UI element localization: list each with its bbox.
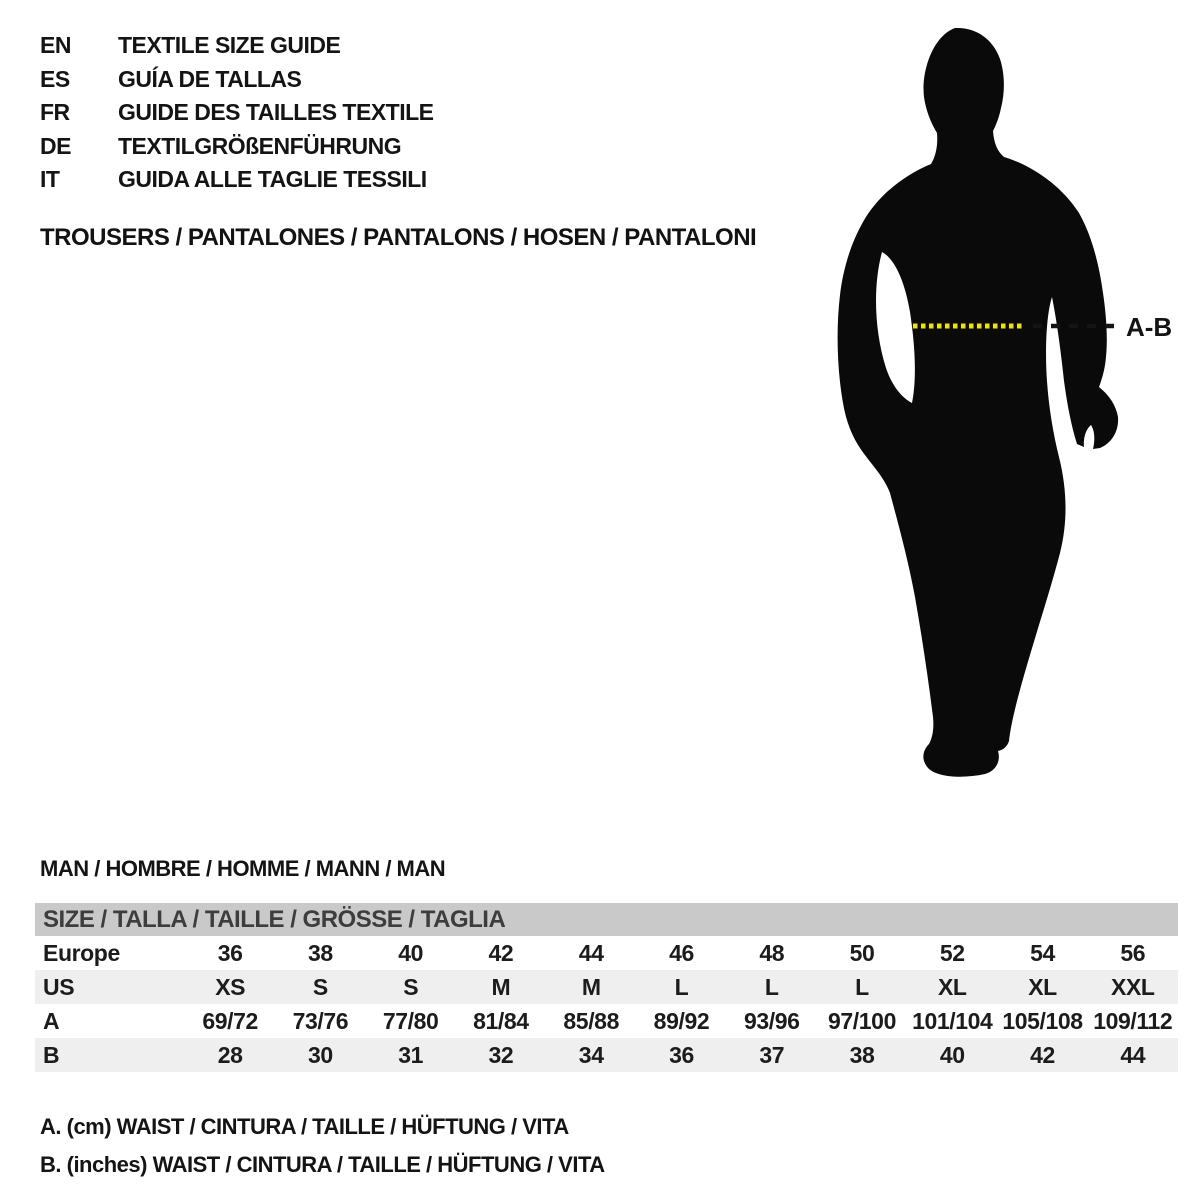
size-cell: 73/76 (292, 1007, 349, 1034)
row-label: Europe (43, 939, 120, 966)
table-row-b-inches (35, 1038, 1178, 1072)
size-cell: M (581, 973, 601, 1000)
size-table (35, 903, 1178, 1072)
section-title-man: MAN / HOMBRE / HOMME / MANN / MAN (40, 856, 446, 881)
size-cell: 32 (488, 1041, 514, 1068)
size-cell: 34 (578, 1041, 604, 1068)
size-cell: 46 (669, 939, 694, 966)
size-cell: 54 (1030, 939, 1055, 966)
size-cell: 101/104 (912, 1007, 993, 1034)
size-cell: L (674, 973, 689, 1000)
size-cell: L (764, 973, 779, 1000)
language-code: EN (40, 32, 71, 59)
size-cell: 30 (308, 1041, 333, 1068)
language-code: FR (40, 99, 70, 126)
table-row-europe (35, 936, 1178, 970)
language-code: DE (40, 132, 71, 159)
size-cell: 44 (1120, 1041, 1146, 1068)
size-cell: S (403, 973, 419, 1000)
size-cell: S (312, 973, 328, 1000)
size-cell: 77/80 (382, 1007, 439, 1034)
size-cell: XXL (1111, 973, 1155, 1000)
measurement-legend (40, 1108, 605, 1184)
category-title: TROUSERS / PANTALONES / PANTALONS / HOSEN / PANTALONI (40, 224, 757, 251)
legend-line-a: A. (cm) WAIST / CINTURA / TAILLE / HÜFTUNG / VITA (40, 1114, 569, 1139)
size-cell: 109/112 (1093, 1007, 1173, 1034)
guide-title: GUIDE DES TAILLES TEXTILE (118, 99, 434, 126)
size-cell: 97/100 (828, 1007, 896, 1034)
size-cell: XL (1028, 973, 1057, 1000)
size-cell: 89/92 (653, 1007, 710, 1034)
size-cell: 52 (939, 939, 965, 966)
size-cell: 56 (1120, 939, 1146, 966)
guide-title: GUÍA DE TALLAS (118, 65, 302, 92)
man-silhouette (838, 28, 1118, 777)
table-row-us (35, 970, 1178, 1004)
size-cell: 105/108 (1002, 1007, 1083, 1034)
language-code: ES (40, 65, 70, 92)
size-cell: 42 (1030, 1041, 1055, 1068)
size-cell: 40 (939, 1041, 965, 1068)
size-cell: 28 (217, 1041, 243, 1068)
size-cell: 36 (669, 1041, 694, 1068)
guide-title: GUIDA ALLE TAGLIE TESSILI (118, 166, 427, 193)
size-cell: 93/96 (743, 1007, 800, 1034)
measure-label-ab: A-B (1126, 312, 1173, 342)
size-cell: L (855, 973, 869, 1000)
row-label: A (43, 1007, 60, 1034)
legend-line-b: B. (inches) WAIST / CINTURA / TAILLE / HÜFTUNG / VITA (40, 1152, 605, 1177)
size-cell: XL (937, 973, 967, 1000)
guide-title: TEXTILGRÖßENFÜHRUNG (118, 132, 402, 159)
size-table-header: SIZE / TALLA / TAILLE / GRÖSSE / TAGLIA (35, 903, 1178, 936)
size-cell: 85/88 (563, 1007, 619, 1034)
size-cell: 37 (759, 1041, 785, 1068)
guide-title: TEXTILE SIZE GUIDE (118, 32, 341, 59)
size-cell: 40 (398, 939, 424, 966)
size-cell: M (491, 973, 511, 1000)
size-cell: XS (215, 973, 246, 1000)
size-cell: 38 (849, 1041, 875, 1068)
size-cell: 50 (849, 939, 875, 966)
size-cell: 31 (398, 1041, 424, 1068)
language-code: IT (40, 166, 60, 193)
table-row-a-cm (35, 1004, 1178, 1038)
size-cell: 48 (759, 939, 785, 966)
size-cell: 81/84 (473, 1007, 529, 1034)
size-cell: 42 (488, 939, 514, 966)
row-label: B (43, 1041, 60, 1068)
size-cell: 38 (308, 939, 333, 966)
size-cell: 44 (578, 939, 604, 966)
row-label: US (43, 973, 75, 1000)
size-cell: 69/72 (202, 1007, 258, 1034)
size-cell: 36 (217, 939, 243, 966)
